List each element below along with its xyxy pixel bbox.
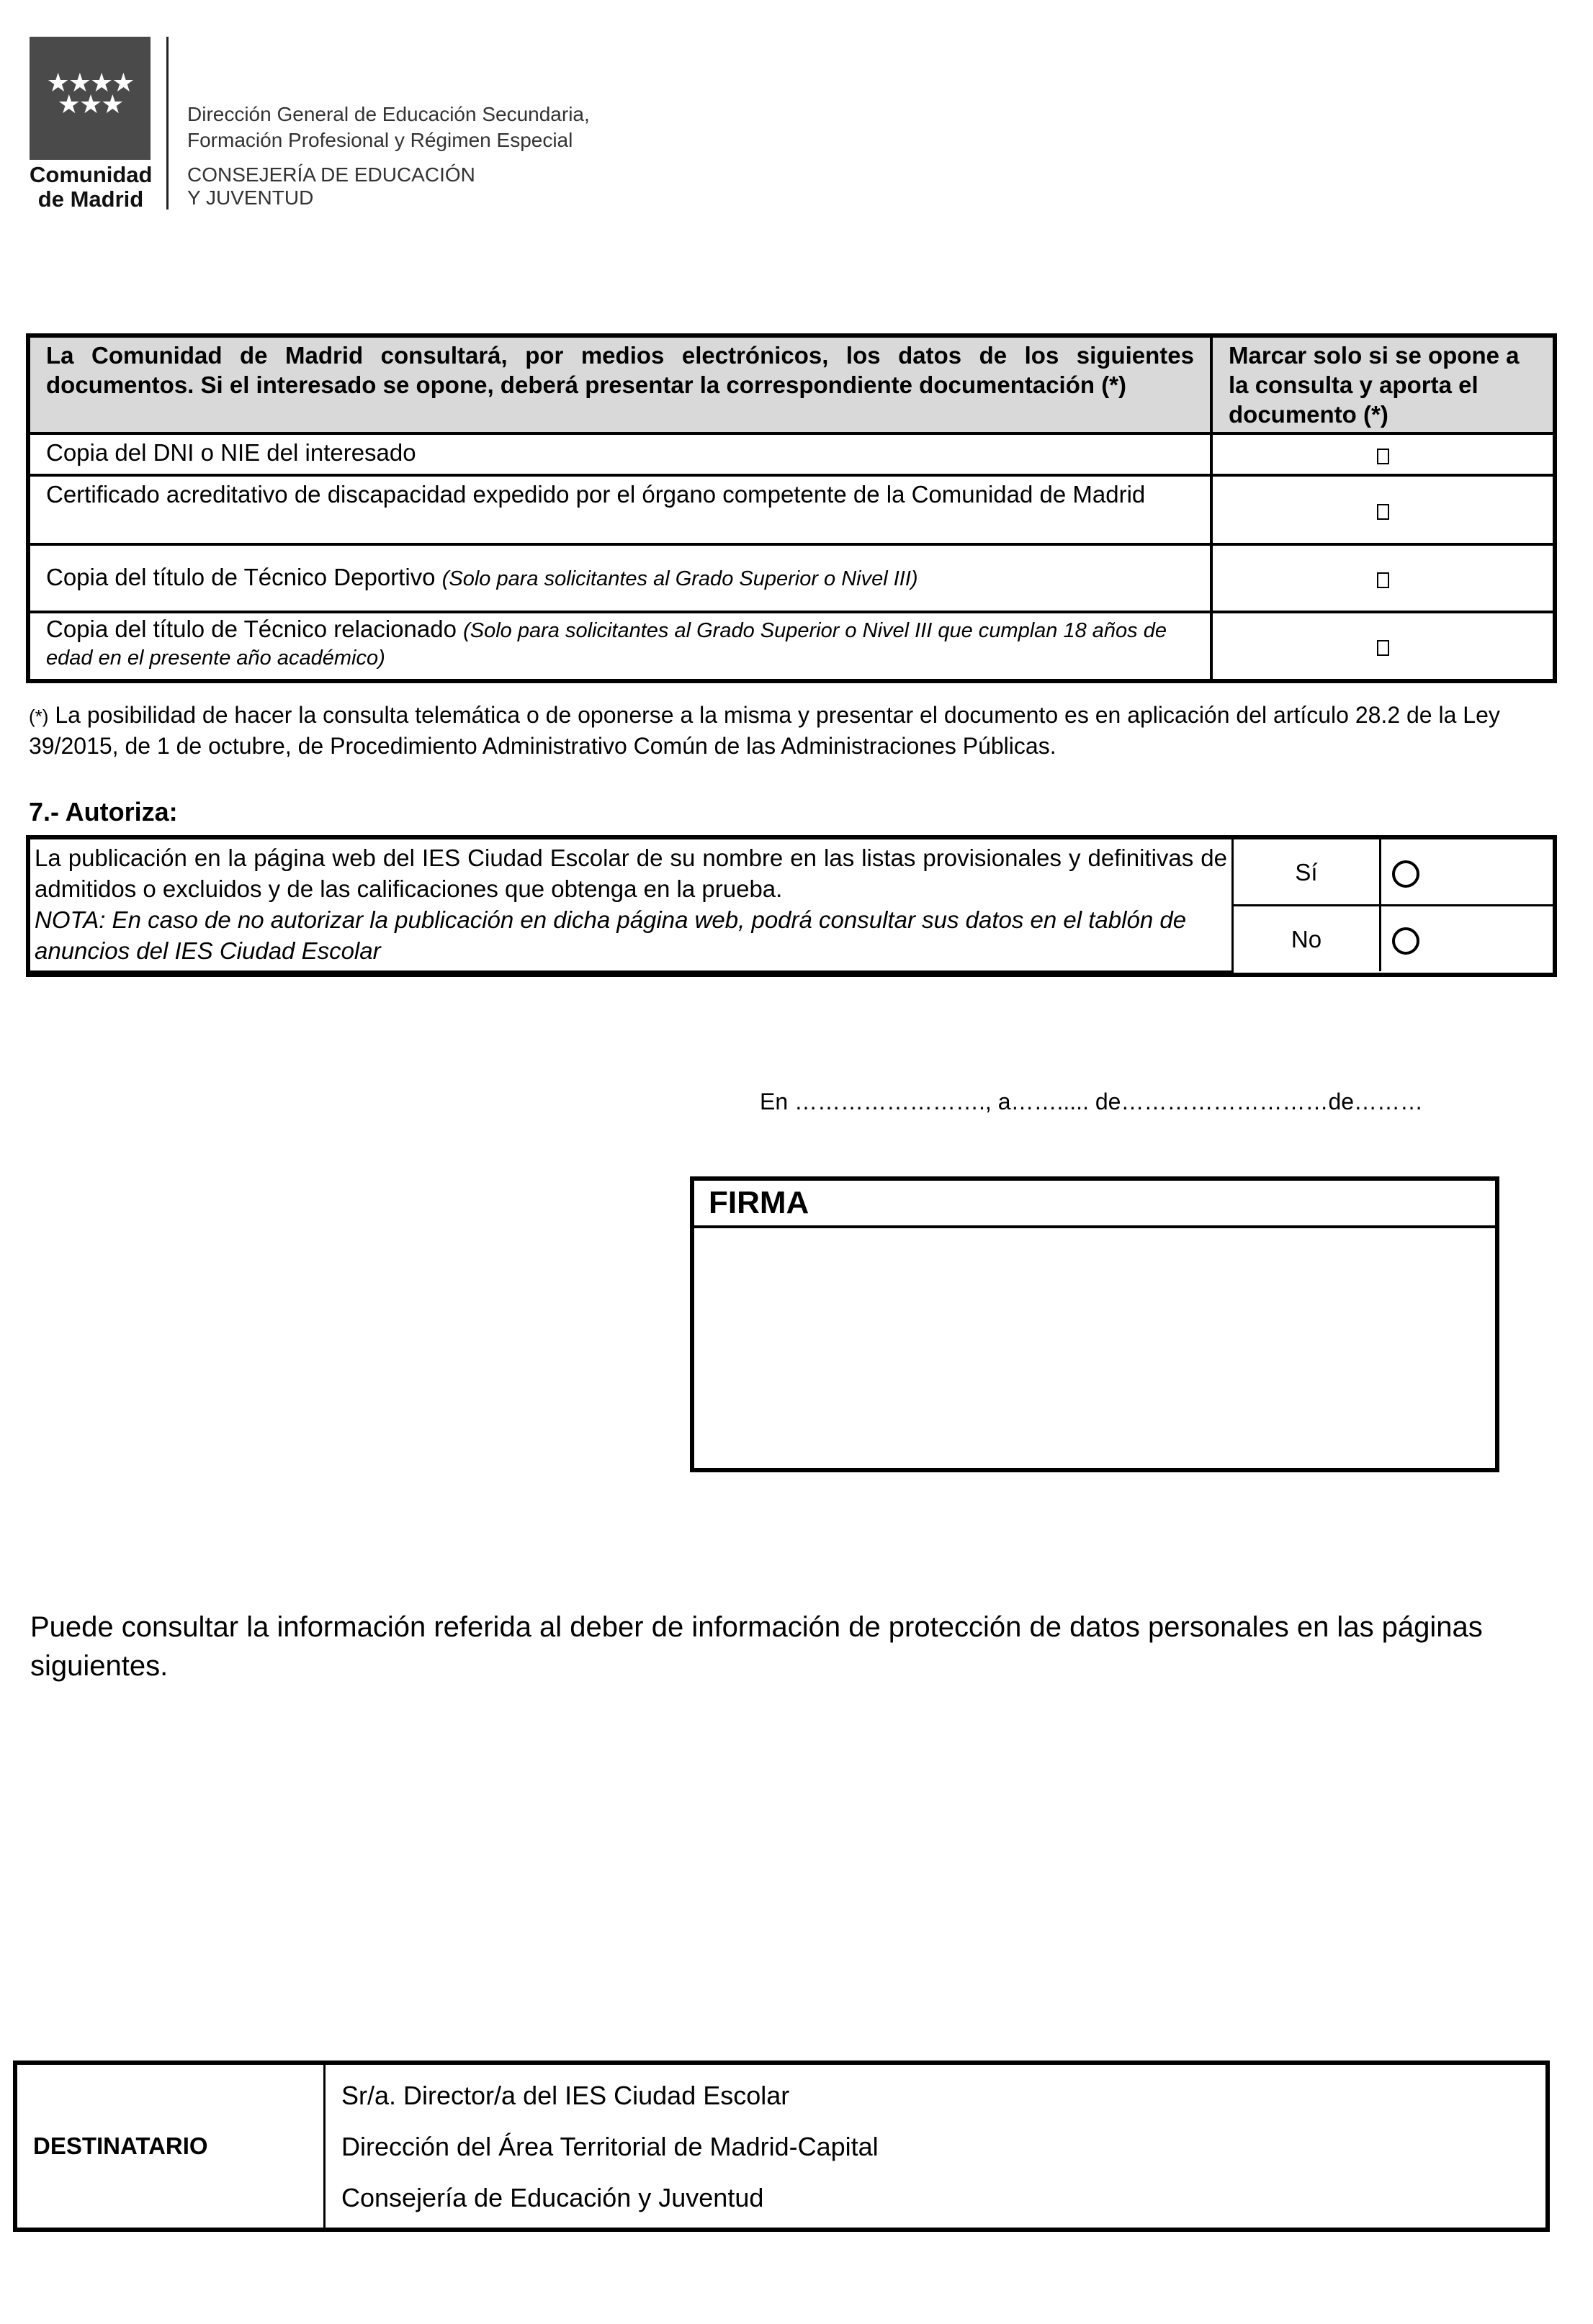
header-divider (166, 37, 169, 210)
row-text (30, 475, 1211, 544)
oppose-checkbox-dni[interactable] (1377, 449, 1389, 464)
authorize-text-cell (30, 839, 1233, 971)
row-note: (Solo para solicitantes al Grado Superior o Nivel III que cumplan 18 años de edad en el presente año académico) (46, 619, 1167, 670)
row-note: (Solo para solicitantes al Grado Superior o Nivel III) (441, 567, 918, 590)
consent-table-header (30, 338, 1553, 433)
recipient-line: Sr/a. Director/a del IES Ciudad Escolar (341, 2080, 790, 2110)
footnote-marker: (*) (29, 706, 49, 727)
oppose-checkbox-cell[interactable] (1211, 433, 1553, 475)
oppose-checkbox-tecnico-relacionado[interactable] (1377, 640, 1389, 656)
authorize-text: La publicación en la página web del IES Ciudad Escolar de su nombre en las listas provisionales y definitivas de admitidos o excluidos y de las calificaciones que obtenga en la prueba. (35, 845, 1227, 902)
recipient-lines (325, 2065, 1546, 2228)
oppose-checkbox-cell[interactable] (1211, 544, 1553, 612)
table-row (30, 475, 1553, 544)
logo-name (30, 163, 152, 212)
dept-line2: Formación Profesional y Régimen Especial (187, 129, 573, 151)
recipient-line: Dirección del Área Territorial de Madrid-Capital (341, 2131, 879, 2161)
row-label: Copia del DNI o NIE del interesado (46, 439, 416, 466)
row-label: Certificado acreditativo de discapacidad expedido por el órgano competente de la Comunidad de Madrid (46, 481, 1146, 508)
dept-line4: Y JUVENTUD (187, 186, 314, 209)
dept-line1: Dirección General de Educación Secundaria, (187, 103, 590, 125)
logo-name-line2: de Madrid (37, 186, 144, 212)
recipient-table (13, 2060, 1550, 2232)
comunidad-madrid-logo (30, 37, 151, 160)
consent-header-right: Marcar solo si se opone a la consulta y aporta el documento (*) (1211, 338, 1553, 433)
dept-line3: CONSEJERÍA DE EDUCACIÓN (187, 163, 475, 186)
stars-icon: ★★★★ ★★★ (46, 68, 134, 120)
consent-header-left: La Comunidad de Madrid consultará, por medios electrónicos, los datos de los siguientes documentos. Si el interesado se opone, deberá presentar la correspondiente documentación (*) (30, 338, 1211, 433)
authorize-note: NOTA: En caso de no autorizar la publicación en dicha página web, podrá consultar sus datos en el tablón de anuncios del IES Ciudad Escolar (35, 906, 1187, 964)
oppose-checkbox-cell[interactable] (1211, 612, 1553, 679)
radio-cell-si[interactable] (1381, 839, 1553, 906)
row-text (30, 544, 1211, 612)
row-label: Copia del título de Técnico Deportivo (46, 564, 436, 590)
option-label-no: No (1233, 906, 1381, 972)
signature-box[interactable] (690, 1176, 1499, 1472)
oppose-checkbox-tecnico-deportivo[interactable] (1377, 572, 1389, 588)
logo-name-line1: Comunidad (30, 162, 153, 187)
consent-table (26, 333, 1557, 683)
section-title-autoriza: 7.- Autoriza: (29, 797, 178, 827)
oppose-checkbox-disability[interactable] (1377, 504, 1389, 520)
recipient-label: DESTINATARIO (17, 2065, 325, 2228)
radio-si[interactable] (1392, 860, 1419, 888)
footnote (29, 701, 1584, 761)
table-row (30, 612, 1553, 679)
date-line[interactable]: En ……………………., a……..... de………………………de……… (760, 1089, 1424, 1114)
row-text (30, 612, 1211, 679)
authorize-table (26, 835, 1557, 977)
data-protection-info: Puede consultar la información referida al deber de información de protección de datos personales en las páginas siguientes. (30, 1611, 1483, 1682)
radio-no[interactable] (1392, 927, 1419, 955)
oppose-checkbox-cell[interactable] (1211, 475, 1553, 544)
table-row (30, 433, 1553, 475)
recipient-line: Consejería de Educación y Juventud (341, 2182, 764, 2212)
row-text (30, 433, 1211, 475)
radio-cell-no[interactable] (1381, 906, 1553, 972)
option-label-si: Sí (1233, 839, 1381, 906)
footnote-text: La posibilidad de hacer la consulta telemática o de oponerse a la misma y presentar el documento es en aplicación del artículo 28.2 de la Ley 39/2015, de 1 de octubre, de Procedimiento Administrativo Común de las Administraciones Públicas. (29, 702, 1500, 759)
signature-label: FIRMA (694, 1181, 1495, 1228)
table-row (30, 544, 1553, 612)
row-label: Copia del título de Técnico relacionado (46, 616, 457, 642)
